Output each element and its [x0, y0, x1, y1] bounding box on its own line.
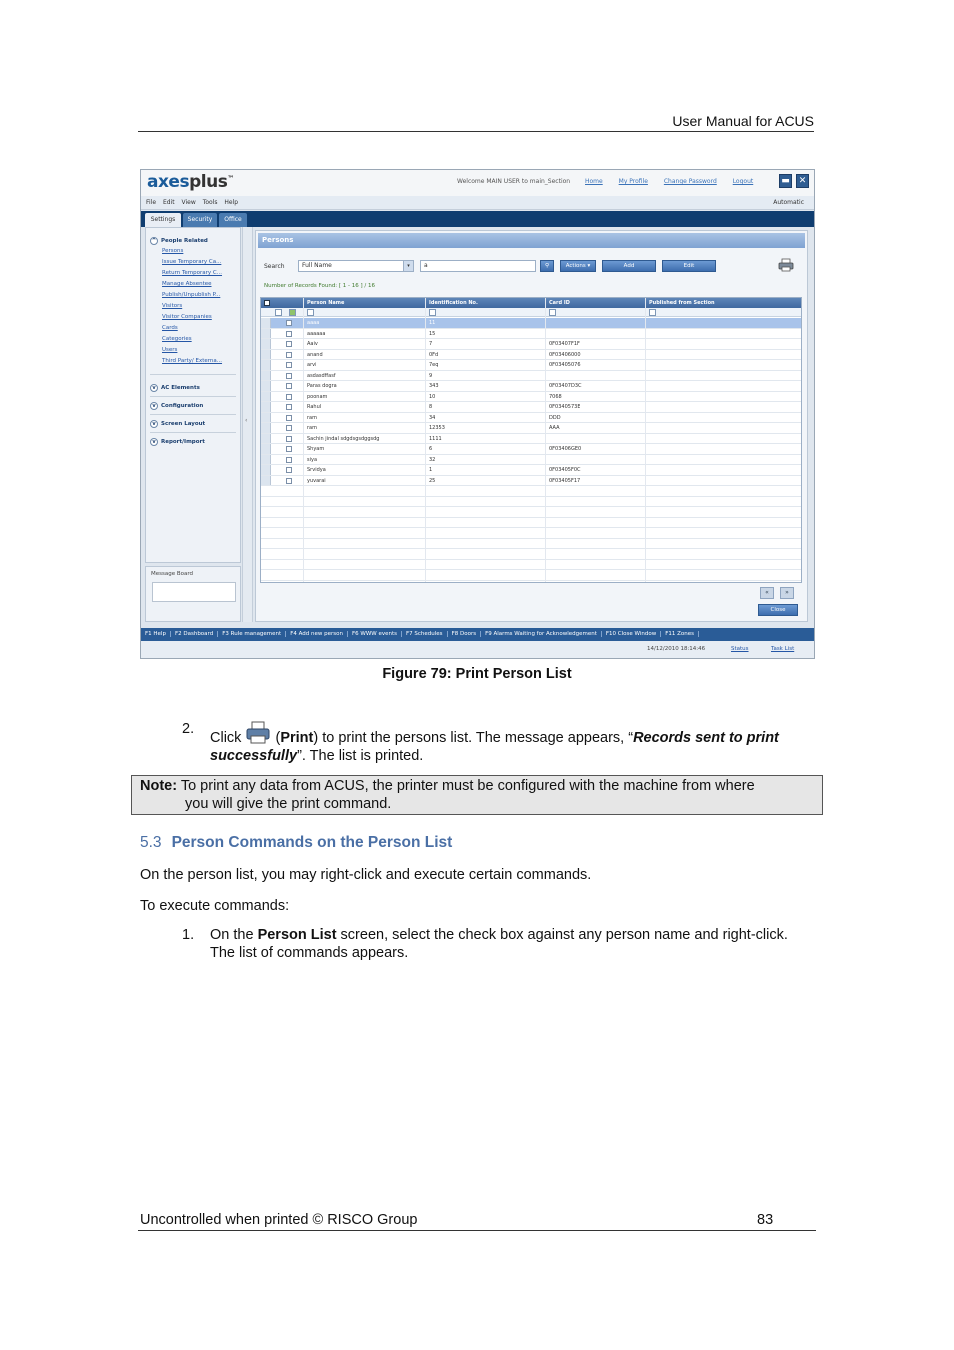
cell-person-name: Aaiv — [307, 341, 318, 347]
sidebar-item-return-temp-card[interactable]: Return Temporary C... — [162, 270, 223, 276]
close-button[interactable]: Close — [758, 604, 798, 616]
cell-person-name: Sachin jindal sdgdsgsdggsdg — [307, 435, 380, 442]
logout-link[interactable]: Logout — [732, 178, 754, 185]
table-row[interactable] — [261, 371, 801, 382]
cell-identification: 10 — [429, 393, 436, 400]
cell-card-id: 0F03406000 — [549, 351, 581, 358]
app-titlebar — [141, 170, 814, 196]
filter-icon[interactable] — [289, 309, 296, 316]
cell-card-id: 0F03405076 — [549, 362, 581, 368]
row-checkbox[interactable] — [286, 320, 292, 326]
sidebar-item-visitor-companies[interactable]: Visitor Companies — [162, 314, 212, 320]
table-row[interactable] — [261, 402, 801, 413]
row-checkbox[interactable] — [286, 478, 292, 484]
footer-rule — [138, 1230, 816, 1231]
row-checkbox[interactable] — [286, 383, 292, 389]
task-list-link[interactable]: Task List — [771, 646, 795, 652]
sidebar-divider — [150, 414, 236, 415]
section-number: 5.3 — [140, 834, 162, 851]
chevron-down-icon: ▾ — [403, 261, 413, 271]
sidebar-item-cards[interactable]: Cards — [162, 325, 178, 331]
cell-card-id: 7068 — [549, 393, 562, 400]
figure-caption: Figure 79: Print Person List — [382, 666, 572, 682]
row-marker — [261, 444, 271, 454]
section-title: Person Commands on the Person List — [171, 834, 453, 851]
message-board — [145, 566, 241, 622]
printer-icon[interactable] — [778, 258, 794, 272]
step-text: Click (Print) to print the persons list. The message appears, “Records sent to print successfully”. The list is printed. — [210, 720, 810, 765]
row-marker — [261, 465, 271, 475]
menu-edit[interactable]: Edit — [162, 199, 175, 206]
table-row[interactable] — [261, 339, 801, 350]
filter-icon[interactable] — [649, 309, 656, 316]
cell-identification: 1 — [429, 467, 433, 473]
fkey-f4[interactable]: F4 Add new person — [286, 631, 348, 637]
row-marker — [261, 318, 271, 328]
footer-copyright: Uncontrolled when printed © RISCO Group — [140, 1212, 418, 1228]
print-icon — [245, 720, 271, 746]
chevron-left-icon: ‹ — [245, 417, 248, 424]
table-header — [261, 298, 801, 308]
paragraph-intro: On the person list, you may right-click and execute certain commands. — [140, 867, 592, 883]
cell-identification: 15 — [429, 330, 436, 337]
search-label: Search — [264, 263, 285, 270]
sidebar-splitter[interactable] — [242, 227, 253, 622]
empty-row — [261, 497, 801, 508]
expand-icon: v — [150, 438, 158, 446]
cell-person-name: ram — [307, 414, 317, 421]
section-report-import[interactable]: v Report/Import — [150, 438, 205, 446]
row-checkbox[interactable] — [286, 467, 292, 473]
empty-row — [261, 560, 801, 571]
welcome-text: Welcome MAIN USER to main_Section — [457, 178, 571, 185]
cell-card-id: 0F0340573E — [549, 404, 581, 410]
cell-identification: 7 — [429, 341, 433, 347]
menu-file[interactable]: File — [146, 199, 157, 206]
cell-person-name: anand — [307, 351, 323, 358]
sidebar-divider — [150, 432, 236, 433]
edit-button[interactable]: Edit — [662, 260, 716, 272]
row-marker — [261, 381, 271, 391]
cell-card-id: 0F03407D3C — [549, 383, 582, 389]
note-line-2: you will give the print command. — [185, 796, 392, 812]
table-row[interactable] — [261, 476, 801, 487]
fkey-f9[interactable]: F9 Alarms Waiting for Acknowledgement — [481, 631, 602, 637]
cell-person-name: ram — [307, 425, 317, 431]
cell-identification: 32 — [429, 456, 436, 463]
table-row[interactable] — [261, 381, 801, 392]
fkey-f10[interactable]: F10 Close Window — [602, 631, 661, 637]
search-icon: ⚲ — [544, 263, 550, 269]
fkey-f2[interactable]: F2 Dashboard — [171, 631, 218, 637]
cell-identification: 1111 — [429, 435, 442, 442]
message-board-box[interactable] — [152, 582, 236, 602]
table-row[interactable] — [261, 318, 801, 329]
cell-person-name: Shyam — [307, 446, 325, 452]
section-people-related[interactable]: ^ People Related — [151, 238, 208, 244]
persons-table — [260, 297, 802, 583]
row-marker — [261, 476, 271, 486]
cell-identification: 9 — [429, 372, 433, 379]
cell-card-id: 0F03405F0C — [549, 467, 581, 473]
row-marker — [261, 329, 271, 339]
table-row[interactable] — [261, 360, 801, 371]
paragraph-execute: To execute commands: — [140, 898, 290, 914]
table-row[interactable] — [261, 350, 801, 361]
cell-card-id: 0F03407F1F — [549, 341, 580, 347]
row-checkbox[interactable] — [286, 341, 292, 347]
cell-person-name: asdasdffasf — [307, 372, 336, 379]
row-marker — [261, 423, 271, 433]
grid-line — [425, 298, 426, 582]
menu-tools[interactable]: Tools — [202, 199, 218, 206]
header-rule — [138, 131, 814, 132]
table-row[interactable] — [261, 413, 801, 424]
row-marker — [261, 402, 271, 412]
section-screen-layout[interactable]: v Screen Layout — [150, 420, 205, 428]
add-button[interactable]: Add — [602, 260, 656, 272]
row-marker — [261, 413, 271, 423]
table-row[interactable] — [261, 434, 801, 445]
cell-identification: 7eq — [429, 362, 439, 368]
records-count: Number of Records Found: [ 1 - 16 ] / 16 — [264, 283, 376, 289]
home-link[interactable]: Home — [585, 178, 603, 185]
section-heading — [140, 834, 452, 852]
sidebar-item-publish[interactable]: Publish/Unpublish P... — [162, 292, 221, 298]
empty-row — [261, 539, 801, 550]
search-input[interactable]: a — [420, 260, 536, 272]
cell-person-name: Paras dogra — [307, 383, 337, 389]
row-checkbox[interactable] — [286, 436, 292, 442]
prev-page-button[interactable]: « — [760, 587, 774, 599]
automatic-link[interactable]: Automatic — [773, 199, 804, 206]
row-checkbox[interactable] — [286, 457, 292, 463]
filter-icon[interactable] — [275, 309, 282, 316]
status-bar — [141, 641, 814, 658]
menu-view[interactable]: View — [181, 199, 196, 206]
table-row[interactable] — [261, 455, 801, 466]
collapse-icon: ^ — [151, 238, 157, 244]
row-marker — [261, 392, 271, 402]
expand-icon: v — [150, 420, 158, 428]
tab-office[interactable]: Office — [219, 213, 247, 227]
fkey-f8[interactable]: F8 Doors — [448, 631, 482, 637]
filter-icon[interactable] — [549, 309, 556, 316]
function-key-bar — [141, 628, 814, 641]
table-row[interactable] — [261, 329, 801, 340]
row-marker — [261, 339, 271, 349]
cell-person-name: arvi — [307, 362, 317, 368]
cell-identification: 11 — [429, 320, 436, 326]
row-marker — [261, 371, 271, 381]
table-row[interactable] — [261, 392, 801, 403]
table-row[interactable] — [261, 423, 801, 434]
cell-identification: 0Fd — [429, 351, 439, 358]
col-identification[interactable]: Identification No. — [429, 300, 478, 306]
menu-bar — [141, 196, 814, 210]
grid-line — [645, 298, 646, 582]
menu-help[interactable]: Help — [224, 199, 239, 206]
sidebar — [145, 227, 241, 563]
cell-identification: 34 — [429, 414, 436, 421]
filter-icon[interactable] — [429, 309, 436, 316]
top-links — [585, 178, 767, 185]
empty-row — [261, 528, 801, 539]
col-published-section[interactable]: Published from Section — [649, 300, 715, 306]
tab-security[interactable]: Security — [183, 213, 217, 227]
minimize-icon[interactable]: ▬ — [779, 174, 792, 188]
cell-identification: 8 — [429, 404, 433, 410]
cell-person-name: Srvidya — [307, 467, 326, 473]
row-checkbox[interactable] — [286, 362, 292, 368]
page-number: 83 — [757, 1212, 774, 1228]
cell-identification: 25 — [429, 477, 436, 484]
fkey-f11[interactable]: F11 Zones — [661, 631, 699, 637]
fkey-f1[interactable]: F1 Help — [141, 631, 171, 637]
col-person-name[interactable]: Person Name — [307, 300, 345, 306]
fkey-f3[interactable]: F3 Rule management — [218, 631, 286, 637]
note-box — [131, 775, 823, 815]
row-checkbox[interactable] — [286, 331, 292, 337]
cell-identification: 6 — [429, 446, 433, 452]
empty-row — [261, 570, 801, 581]
section-ac-elements[interactable]: v AC Elements — [150, 384, 200, 392]
table-row[interactable] — [261, 444, 801, 455]
row-checkbox[interactable] — [286, 404, 292, 410]
persons-panel — [255, 230, 808, 622]
cell-person-name: Rahul — [307, 404, 322, 410]
app-screenshot — [140, 169, 815, 659]
cell-person-name: poonam — [307, 393, 328, 400]
cell-card-id: AAA — [549, 425, 560, 431]
row-checkbox[interactable] — [286, 352, 292, 358]
cell-person-name: aaaaaa — [307, 330, 326, 337]
section-configuration[interactable]: v Configuration — [150, 402, 203, 410]
row-checkbox[interactable] — [286, 446, 292, 452]
actions-button[interactable]: Actions ▾ — [560, 260, 596, 272]
filter-row — [261, 308, 801, 317]
expand-icon: v — [150, 384, 158, 392]
panel-title: Persons — [258, 233, 805, 248]
expand-icon: v — [150, 402, 158, 410]
my-profile-link[interactable]: My Profile — [618, 178, 648, 185]
tab-settings[interactable]: Settings — [145, 213, 181, 227]
message-board-label: Message Board — [151, 571, 194, 577]
row-checkbox[interactable] — [286, 373, 292, 379]
search-field-select[interactable]: Full Name ▾ — [298, 260, 414, 272]
col-card-id[interactable]: Card ID — [549, 300, 570, 306]
sidebar-divider — [150, 374, 236, 375]
empty-row — [261, 486, 801, 497]
row-marker — [261, 434, 271, 444]
cell-card-id: 0F03406GE0 — [549, 446, 582, 452]
row-marker — [261, 350, 271, 360]
next-page-button[interactable]: » — [780, 587, 794, 599]
cell-card-id: 0F03405F17 — [549, 477, 581, 484]
cell-person-name: aaaa — [307, 320, 320, 326]
row-checkbox[interactable] — [286, 425, 292, 431]
running-header: User Manual for ACUS — [672, 113, 814, 129]
step-number: 1. — [182, 927, 195, 943]
cell-identification: 12353 — [429, 425, 445, 431]
row-checkbox[interactable] — [286, 415, 292, 421]
close-window-icon[interactable]: ✕ — [796, 174, 809, 188]
axesplus-logo: axesplus™ — [147, 172, 234, 192]
fkey-f6[interactable]: F6 WWW events — [348, 631, 402, 637]
sidebar-item-categories[interactable]: Categories — [162, 336, 192, 342]
cell-person-name: siya — [307, 456, 318, 463]
step-text: On the Person List screen, select the check box against any person name and right-click. The list of commands appears. — [210, 927, 788, 961]
status-link[interactable]: Status — [731, 646, 749, 652]
search-button[interactable] — [540, 260, 554, 272]
note-line-1: Note: To print any data from ACUS, the printer must be configured with the machine from where — [140, 778, 755, 794]
step-number: 2. — [182, 721, 195, 737]
sidebar-item-persons[interactable]: Persons — [162, 248, 184, 254]
filter-icon[interactable] — [307, 309, 314, 316]
select-all-checkbox[interactable] — [264, 300, 270, 306]
status-datetime: 14/12/2010 18:14:46 — [647, 646, 706, 652]
row-marker — [261, 455, 271, 465]
empty-row — [261, 549, 801, 560]
cell-identification: 343 — [429, 383, 439, 389]
row-marker — [261, 360, 271, 370]
cell-person-name: yuvarai — [307, 477, 326, 484]
cell-card-id: DDD — [549, 414, 561, 421]
sidebar-item-users[interactable]: Users — [162, 347, 178, 353]
fkey-f7[interactable]: F7 Schedules — [402, 631, 448, 637]
sidebar-item-visitors[interactable]: Visitors — [162, 303, 183, 309]
sidebar-item-manage-absentee[interactable]: Manage Absentee — [162, 281, 212, 287]
sidebar-item-third-party[interactable]: Third Party/ Externa... — [162, 358, 223, 364]
sidebar-item-issue-temp-card[interactable]: Issue Temporary Ca... — [162, 259, 222, 265]
empty-row — [261, 507, 801, 518]
empty-row — [261, 518, 801, 529]
grid-line — [545, 298, 546, 582]
module-tabs — [141, 211, 814, 227]
sidebar-divider — [150, 396, 236, 397]
grid-line — [303, 298, 304, 582]
change-password-link[interactable]: Change Password — [663, 178, 717, 185]
row-checkbox[interactable] — [286, 394, 292, 400]
table-row[interactable] — [261, 465, 801, 476]
